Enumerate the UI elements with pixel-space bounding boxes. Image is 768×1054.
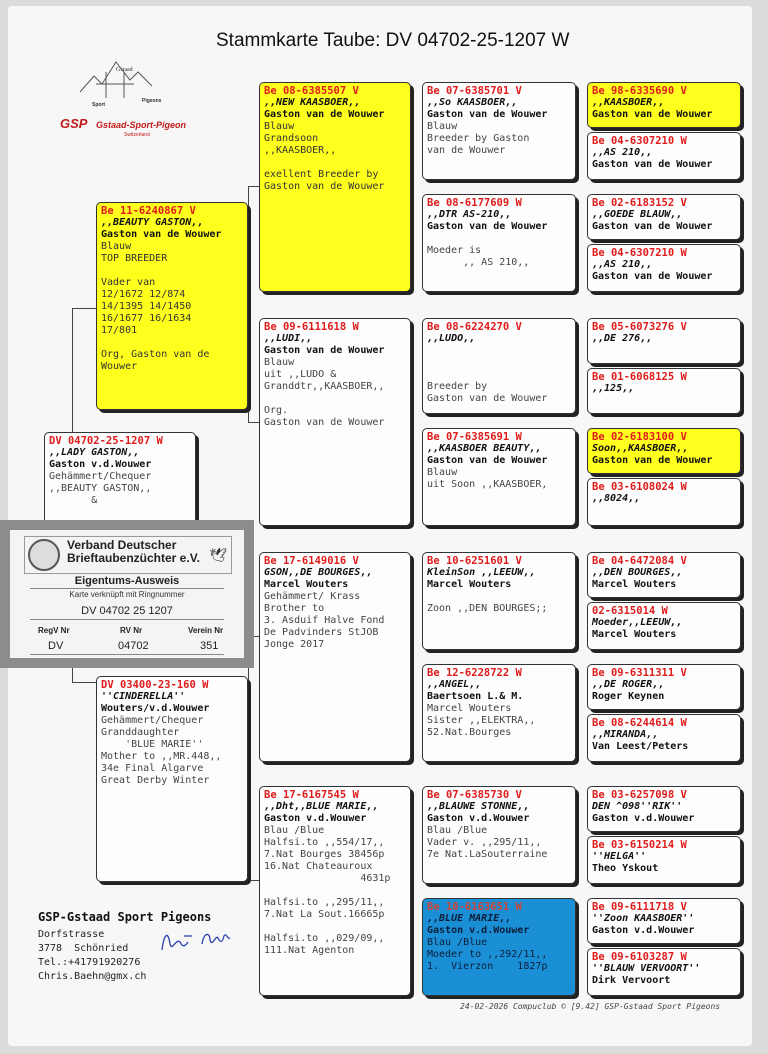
- logo-top-word: Gstaad: [116, 67, 133, 73]
- connector-line: [72, 308, 73, 432]
- great-grandparent-card: [422, 428, 576, 526]
- breeder-name: Gaston van de Wouwer: [592, 109, 713, 120]
- ring-number: Be 10-6251601 V: [427, 555, 522, 567]
- pigeon-name: ,,So KAASBOER,,: [427, 97, 518, 108]
- pigeon-name: ''HELGA'': [592, 851, 647, 862]
- breeder-name: Gaston van de Wouwer: [592, 455, 713, 466]
- breeder-name: Dirk Vervoort: [592, 975, 671, 986]
- connector-line: [72, 308, 96, 309]
- breeder-name: Roger Keynen: [592, 691, 665, 702]
- breeder-name: Gaston van de Wouwer: [592, 159, 713, 170]
- ring-number: Be 12-6228722 W: [427, 667, 522, 679]
- ancestor-card: [587, 478, 741, 526]
- ancestor-card: [587, 948, 741, 996]
- grandparent-card: [259, 786, 411, 996]
- pigeon-name: ,,Dht,,BLUE MARIE,,: [264, 801, 379, 812]
- pigeon-details: Blau /Blue Halfsi.to ,,554/17,, 7.Nat Bourges 38456p 16.Nat Chateauroux 4631p Halfsi.to ,,295/11,, 7.Nat La Sout.16665p Halfsi.to ,,029/09,, 111.Nat Agenton: [264, 825, 391, 956]
- ring-number: Be 08-6385507 V: [264, 85, 359, 97]
- ancestor-card: [587, 714, 741, 762]
- divider: [30, 654, 224, 655]
- pigeon-name: ,,BEAUTY GASTON,,: [101, 217, 204, 228]
- logo-left-word: Sport: [92, 102, 106, 108]
- ring-number: Be 08-6224270 V: [427, 321, 522, 333]
- ancestor-card: [587, 132, 741, 180]
- gsp-country: Switzerland: [124, 132, 150, 138]
- ancestor-card: [587, 82, 741, 128]
- pigeon-name: ,,MIRANDA,,: [592, 729, 659, 740]
- subject-pigeon-card: [44, 432, 196, 524]
- ring-number: Be 03-6150214 W: [592, 839, 687, 851]
- ancestor-card: [587, 194, 741, 240]
- rv-value: 04702: [118, 640, 149, 652]
- breeder-name: Gaston v.d.Wouwer: [427, 813, 530, 824]
- org-line-2: Brieftaubenzüchter e.V.: [67, 551, 200, 565]
- grandparent-card: [259, 318, 411, 526]
- breeder-name: Gaston v.d.Wouwer: [264, 813, 367, 824]
- pigeon-name: ,,BLAUWE STONNE,,: [427, 801, 530, 812]
- ancestor-card: [587, 836, 741, 884]
- pigeon-name: ,,LUDI,,: [264, 333, 313, 344]
- footer-loft-name: GSP-Gstaad Sport Pigeons: [38, 910, 212, 924]
- pigeon-details: Gehämmert/ Krass Brother to 3. Asduif Halve Fond De Padvinders StJOB Jonge 2017: [264, 591, 385, 650]
- ring-number: Be 17-6167545 W: [264, 789, 359, 801]
- ring-number: Be 03-6257098 V: [592, 789, 687, 801]
- ring-number: Be 09-6103287 W: [592, 951, 687, 963]
- pigeon-name: ,,ANGEL,,: [427, 679, 482, 690]
- ancestor-card: [587, 602, 741, 650]
- ring-number: Be 09-6111718 V: [592, 901, 687, 913]
- divider: [30, 588, 224, 589]
- pigeon-details: Moeder is ,, AS 210,,: [427, 245, 530, 268]
- ring-number: Be 07-6385701 V: [427, 85, 522, 97]
- ring-number: Be 03-6108024 W: [592, 481, 687, 493]
- ring-number: Be 04-6472084 V: [592, 555, 687, 567]
- ring-number: DV 04702-25-1207 W: [49, 435, 163, 447]
- pigeon-details: Blauw uit ,,LUDO & Granddtr,,KAASBOER,, Org. Gaston van de Wouwer: [264, 357, 385, 428]
- breeder-name: Baertsoen L.& M.: [427, 691, 524, 702]
- ring-number: Be 09-6111618 W: [264, 321, 359, 333]
- pigeon-name: Moeder,,LEEUW,,: [592, 617, 683, 628]
- great-grandparent-card: [422, 786, 576, 884]
- ancestor-card: [587, 428, 741, 474]
- pigeon-name: DEN ^098''RIK'': [592, 801, 683, 812]
- ring-number: Be 04-6307210 W: [592, 247, 687, 259]
- gsp-brand-name: Gstaad-Sport-Pigeon: [96, 120, 187, 130]
- ring-number: Be 07-6385730 V: [427, 789, 522, 801]
- pigeon-details: Marcel Wouters Sister ,,ELEKTRA,, 52.Nat.Bourges: [427, 703, 536, 738]
- org-line-1: Verband Deutscher: [67, 538, 177, 552]
- ancestor-card: [587, 664, 741, 710]
- pigeon-name: GSON,,DE BOURGES,,: [264, 567, 373, 578]
- connector-line: [72, 682, 96, 683]
- breeder-name: Gaston van de Wouwer: [427, 109, 548, 120]
- ring-number: Be 09-6311311 V: [592, 667, 687, 679]
- pigeon-name: ,,AS 210,,: [592, 259, 653, 270]
- pigeon-name: ,,8024,,: [592, 493, 641, 504]
- pigeon-name: ,,DE ROGER,,: [592, 679, 665, 690]
- rv-label: RV Nr: [120, 626, 143, 635]
- vdb-logo-icon: [28, 539, 60, 571]
- pigeon-name: ''CINDERELLA'': [101, 691, 186, 702]
- pigeon-details: Blauw Breeder by Gaston van de Wouwer: [427, 121, 530, 156]
- breeder-name: Gaston v.d.Wouwer: [592, 925, 695, 936]
- verein-label: Verein Nr: [188, 626, 224, 635]
- pigeon-name: ,,BLUE MARIE,,: [427, 913, 512, 924]
- connector-line: [248, 636, 249, 880]
- breeder-name: Gaston v.d.Wouwer: [592, 813, 695, 824]
- pigeon-name: ,,LUDO,,: [427, 333, 476, 344]
- ownership-id-card: [0, 520, 254, 668]
- ring-number: Be 17-6149016 V: [264, 555, 359, 567]
- pigeon-name: ,,AS 210,,: [592, 147, 653, 158]
- ring-number: DV 03400-23-160 W: [101, 679, 209, 691]
- great-grandparent-card: [422, 664, 576, 762]
- verein-value: 351: [200, 640, 219, 652]
- connector-line: [72, 668, 73, 682]
- breeder-name: Gaston van de Wouwer: [427, 455, 548, 466]
- pigeon-icon: 🕊: [209, 547, 227, 563]
- ring-number: Be 08-6244614 W: [592, 717, 687, 729]
- org-name: [67, 539, 200, 565]
- ring-number: 02-6315014 W: [592, 605, 668, 617]
- pigeon-name: ,,DE 276,,: [592, 333, 653, 344]
- grandparent-card: [259, 82, 411, 292]
- pigeon-name: ''BLAUW VERVOORT'': [592, 963, 701, 974]
- great-grandparent-card: [422, 194, 576, 292]
- logo-right-word: Pigeons: [142, 98, 162, 104]
- footer-address: Dorfstrasse 3778 Schönried Tel.:+41791920276 Chris.Baehn@gmx.ch: [38, 929, 147, 982]
- great-grandparent-card: [422, 898, 576, 996]
- pigeon-details: Breeder by Gaston van de Wouwer: [427, 381, 548, 404]
- breeder-name: Wouters/v.d.Wouwer: [101, 703, 210, 714]
- ring-number: Be 02-6183152 V: [592, 197, 687, 209]
- breeder-name: Gaston van de Wouwer: [427, 221, 548, 232]
- pigeon-name: Soon,,KAASBOER,,: [592, 443, 689, 454]
- id-card-header: [24, 536, 232, 574]
- breeder-name: Gaston van de Wouwer: [101, 229, 222, 240]
- pigeon-details: Zoon ,,DEN BOURGES;;: [427, 603, 548, 614]
- breeder-name: Marcel Wouters: [592, 629, 677, 640]
- great-grandparent-card: [422, 82, 576, 180]
- page-title: Stammkarte Taube: DV 04702-25-1207 W: [216, 30, 570, 51]
- breeder-name: Theo Yskout: [592, 863, 659, 874]
- divider: [30, 619, 224, 620]
- pigeon-name: ,,LADY GASTON,,: [49, 447, 140, 458]
- pigeon-name: ,,NEW KAASBOER,,: [264, 97, 361, 108]
- ancestor-card: [587, 786, 741, 832]
- pigeon-details: Blauw TOP BREEDER Vader van 12/1672 12/874 14/1395 14/1450 16/1677 16/1634 17/801 Org, Gaston van de Wouwer: [101, 241, 210, 372]
- pigeon-name: ,,DTR AS-210,,: [427, 209, 512, 220]
- regv-label: RegV Nr: [38, 626, 70, 635]
- ring-number: Be 02-6183100 V: [592, 431, 687, 443]
- doc-subtitle: Karte verknüpft mit Ringnummer: [69, 590, 185, 599]
- breeder-name: Marcel Wouters: [592, 579, 677, 590]
- pigeon-details: Gehämmert/Chequer Granddaughter 'BLUE MARIE'' Mother to ,,MR.448,, 34e Final Algarve Great Derby Winter: [101, 715, 222, 786]
- ring-number: Be 11-6240867 V: [101, 205, 196, 217]
- sire-card: [96, 202, 248, 410]
- breeder-name: Van Leest/Peters: [592, 741, 689, 752]
- pigeon-details: Blauw uit Soon ,,KAASBOER,: [427, 467, 548, 490]
- pigeon-name: KleinSon ,,LEEUW,,: [427, 567, 536, 578]
- breeder-name: Marcel Wouters: [264, 579, 349, 590]
- ancestor-card: [587, 368, 741, 414]
- breeder-name: Gaston van de Wouwer: [592, 221, 713, 232]
- pigeon-details: Blauw Grandsoon ,,KAASBOER,, exellent Breeder by Gaston van de Wouwer: [264, 121, 385, 192]
- great-grandparent-card: [422, 552, 576, 650]
- breeder-name: Gaston van de Wouwer: [592, 271, 713, 282]
- connector-line: [248, 186, 249, 422]
- ring-number: Be 05-6073276 V: [592, 321, 687, 333]
- grandparent-card: [259, 552, 411, 762]
- ring-number: Be 07-6385691 W: [427, 431, 522, 443]
- pigeon-name: ''Zoon KAASBOER'': [592, 913, 695, 924]
- ancestor-card: [587, 552, 741, 598]
- regv-value: DV: [48, 640, 64, 652]
- breeder-name: Marcel Wouters: [427, 579, 512, 590]
- pigeon-name: ,,GOEDE BLAUW,,: [592, 209, 683, 220]
- id-ring-number: DV 04702 25 1207: [81, 605, 173, 617]
- id-card-body: [10, 530, 244, 658]
- ring-number: Be 04-6307210 W: [592, 135, 687, 147]
- breeder-name: Gaston van de Wouwer: [264, 109, 385, 120]
- pigeon-details: Gehämmert/Chequer ,,BEAUTY GASTON,, &: [49, 471, 152, 506]
- gsp-brand: GSP: [60, 116, 88, 131]
- print-footer: 24-02-2026 Compuclub © [9.42] GSP-Gstaad Sport Pigeons: [460, 1002, 721, 1011]
- doc-title: Eigentums-Ausweis: [74, 575, 180, 587]
- ring-number: Be 01-6068125 W: [592, 371, 687, 383]
- ring-number: Be 10-6163651 W: [427, 901, 522, 913]
- pigeon-details: Blau /Blue Moeder to ,,292/11,, 1. Vierzon 1827p: [427, 937, 548, 972]
- handwritten-signature: [158, 924, 238, 958]
- dam-card: [96, 676, 248, 882]
- pigeon-name: ,,KAASBOER,,: [592, 97, 665, 108]
- ancestor-card: [587, 318, 741, 364]
- gstaad-mountain-logo: [76, 54, 186, 110]
- breeder-name: Gaston van de Wouwer: [264, 345, 385, 356]
- pigeon-name: ,,DEN BOURGES,,: [592, 567, 683, 578]
- ring-number: Be 08-6177609 W: [427, 197, 522, 209]
- great-grandparent-card: [422, 318, 576, 414]
- breeder-name: Gaston v.d.Wouwer: [49, 459, 152, 470]
- ancestor-card: [587, 244, 741, 292]
- pigeon-details: Blau /Blue Vader v. ,,295/11,, 7e Nat.LaSouterraine: [427, 825, 548, 860]
- ring-number: Be 98-6335690 V: [592, 85, 687, 97]
- ancestor-card: [587, 898, 741, 944]
- pigeon-name: ,,KAASBOER BEAUTY,,: [427, 443, 542, 454]
- breeder-name: Gaston v.d.Wouwer: [427, 925, 530, 936]
- pigeon-name: ,,125,,: [592, 383, 635, 394]
